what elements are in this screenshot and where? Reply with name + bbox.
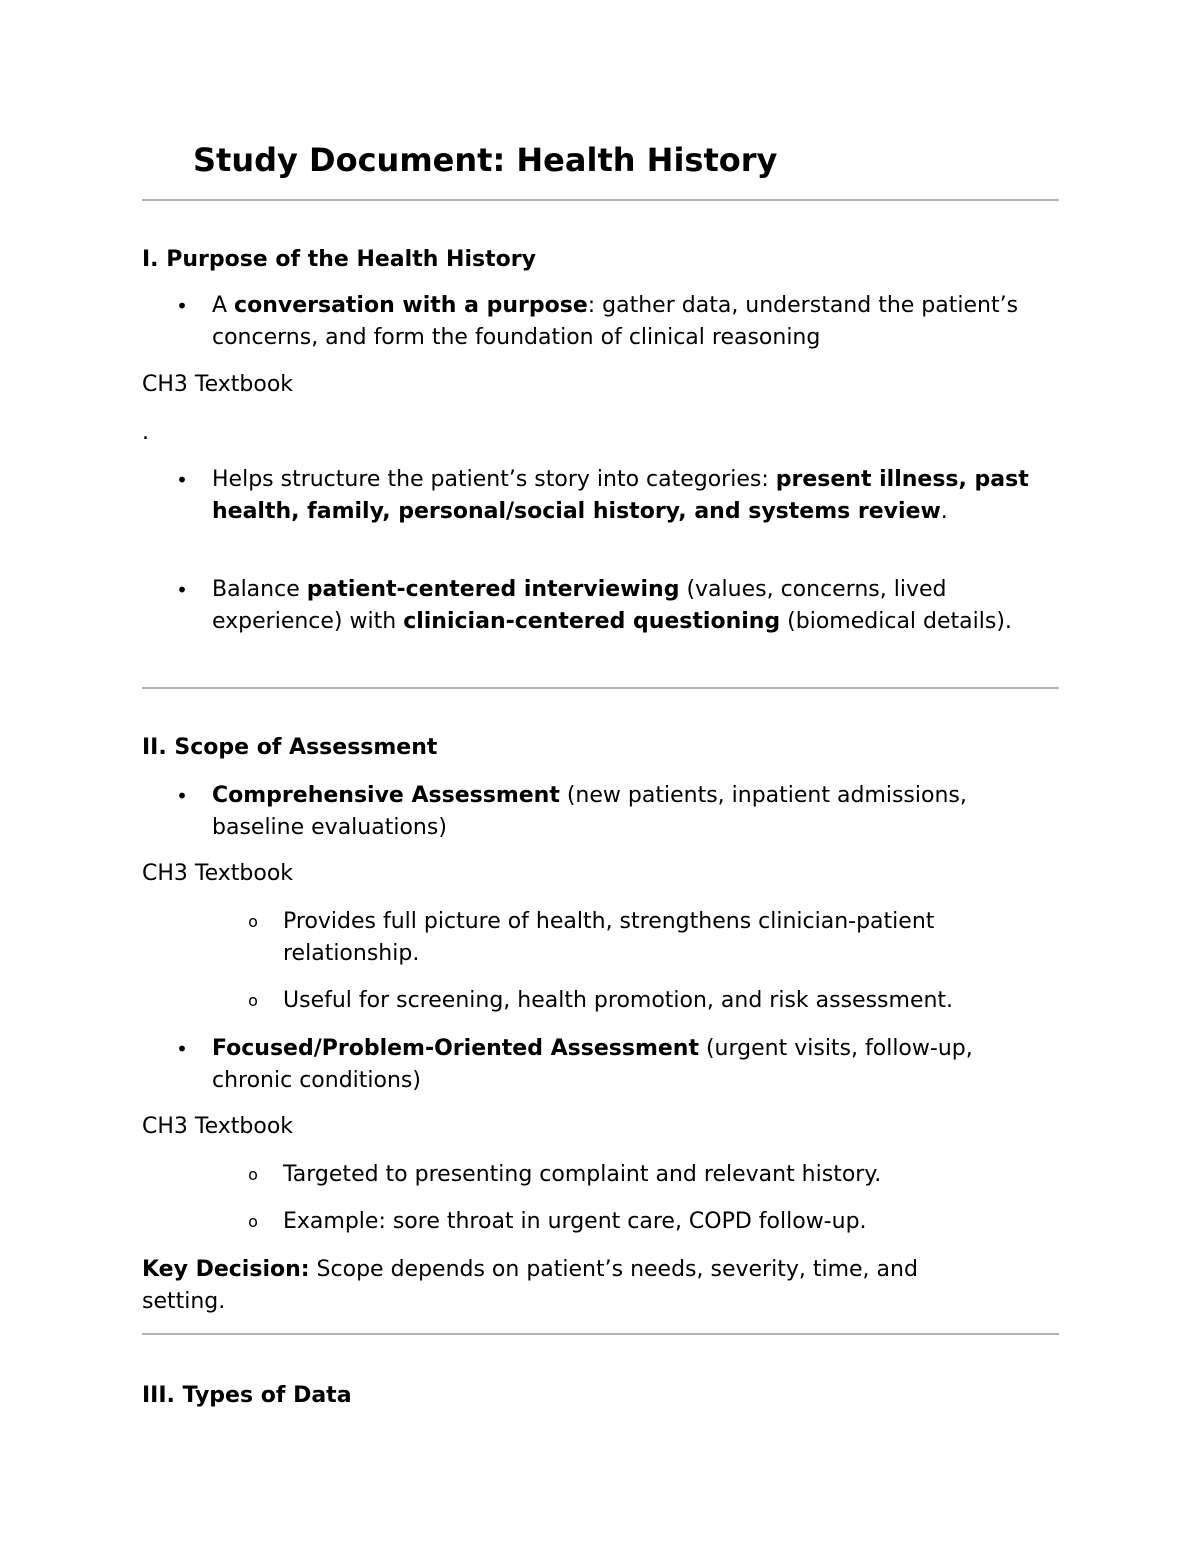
bullet-marker: •	[176, 1037, 188, 1061]
stray-period: .	[142, 420, 149, 445]
sub-list-item: Targeted to presenting complaint and relevant history.	[283, 1162, 882, 1187]
list-item-structure: Helps structure the patient’s story into categories: present illness, past health, family, personal/social history, and systems review.	[212, 467, 1029, 524]
list-item-balance: Balance patient-centered interviewing (values, concerns, lived experience) with clinician-centered questioning (biomedical details).	[212, 577, 1012, 634]
bullet-marker: •	[176, 294, 188, 318]
horizontal-rule	[142, 1333, 1059, 1335]
document-title: Study Document: Health History	[193, 141, 778, 179]
sub-bullet-marker: o	[248, 912, 258, 931]
section-heading-purpose: I. Purpose of the Health History	[142, 247, 536, 272]
bullet-marker: •	[176, 784, 188, 808]
list-item-focused: Focused/Problem-Oriented Assessment (urgent visits, follow-up, chronic conditions)	[212, 1036, 973, 1093]
sub-list-item: Example: sore throat in urgent care, COPD follow-up.	[283, 1209, 867, 1234]
key-decision-label: Key Decision:	[142, 1257, 310, 1282]
horizontal-rule	[142, 687, 1059, 689]
source-label: CH3 Textbook	[142, 861, 294, 886]
sub-bullet-marker: o	[248, 1212, 258, 1231]
source-label: CH3 Textbook	[142, 372, 294, 397]
source-label: CH3 Textbook	[142, 1114, 294, 1139]
list-item-comprehensive: Comprehensive Assessment (new patients, inpatient admissions, baseline evaluations)	[212, 783, 967, 840]
sub-list-item: Provides full picture of health, strengthens clinician-patient relationship.	[283, 909, 935, 966]
bullet-marker: •	[176, 468, 188, 492]
sub-bullet-marker: o	[248, 1165, 258, 1184]
horizontal-rule	[142, 199, 1059, 201]
section-heading-types-of-data: III. Types of Data	[142, 1383, 352, 1408]
list-item-conversation: A conversation with a purpose: gather data, understand the patient’s concerns, and form the foundation of clinical reasoning	[212, 293, 1019, 350]
key-decision-paragraph: Key Decision: Scope depends on patient’s needs, severity, time, and setting.	[142, 1257, 918, 1314]
sub-list-item: Useful for screening, health promotion, and risk assessment.	[283, 988, 954, 1013]
bullet-marker: •	[176, 578, 188, 602]
section-heading-scope: II. Scope of Assessment	[142, 735, 438, 760]
sub-bullet-marker: o	[248, 991, 258, 1010]
